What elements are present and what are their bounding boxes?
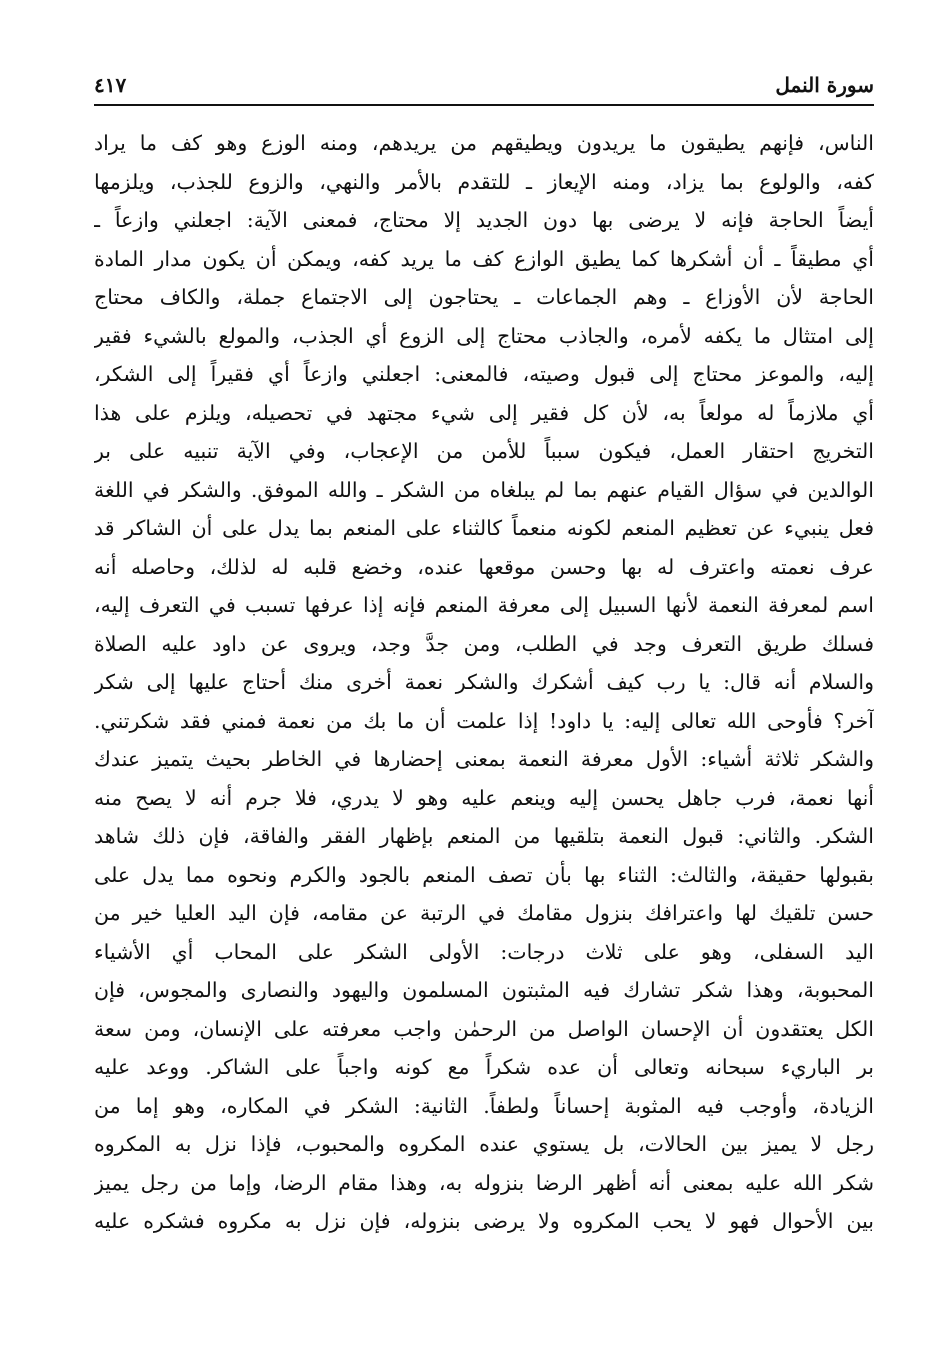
text-line: أي مطيقاً ـ أن أشكرها كما يطيق الوازع كف ما يريد كفه، ويمكن أن يكون مدار المادة: [94, 246, 874, 271]
text-line: بر الباريء سبحانه وتعالى أن عده شكراً مع كونه واجباً على الشاكر. ووعد عليه: [94, 1055, 874, 1079]
text-line: الكل يعتقدون أن الإحسان الواصل من الرحمٰن واجب معرفته على الإنسان، ومن سعة: [94, 1016, 874, 1041]
text-line: عرف نعمته واعترف له بها وحسن موقعها عنده، وخضع قلبه له لذلك، وحاصله أنه: [94, 554, 874, 579]
text-line: اليد السفلى، وهو على ثلاث درجات: الأولى الشكر على المحاب أي الأشياء: [94, 939, 874, 964]
text-line: فسلك طريق التعرف وجد في الطلب، ومن جدَّ وجد، ويروى عن داود عليه الصلاة: [94, 631, 874, 656]
text-line: الوالدين في سؤال القيام عنهم بما لم يبلغاه من الشكر ـ والله الموفق. والشكر في اللغة: [94, 477, 874, 502]
text-line: التخريج احتقار العمل، فيكون سبباً للأمن من الإعجاب، وفي الآية تنبيه على بر: [94, 439, 874, 463]
text-line: المحبوبة، وهذا شكر تشارك فيه المثبتون المسلمون واليهود والنصارى والمجوس، فإن: [94, 978, 874, 1002]
text-line: آخر؟ فأوحى الله تعالى إليه: يا داود! إذا علمت أن ما بك من نعمة فمني فقد شكرتني.: [94, 708, 874, 733]
page-number: ٤١٧: [94, 73, 127, 97]
text-line: والسلام أنه قال: يا رب كيف أشكرك والشكر نعمة أخرى منك أحتاج عليها إلى شكر: [94, 670, 874, 694]
text-line: بقبولها حقيقة، والثالث: الثناء بها بأن تصف المنعم بالجود والكرم ونحوه مما يدل على: [94, 862, 874, 887]
text-line: بين الأحوال فهو لا يحب المكروه ولا يرضى بنزوله، فإن نزل به مكروه فشكره عليه: [94, 1209, 874, 1233]
text-line: حسن تلقيك لها واعترافك بنزول مقامك في الرتبة عن مقامه، فإن اليد العليا خير من: [94, 901, 874, 925]
text-line: فعل ينبيء عن تعظيم المنعم لكونه منعماً كالثناء على المنعم بما يدل على أن الشاكر قد: [94, 516, 874, 540]
text-line: رجل لا يميز بين الحالات، بل يستوي عنده المكروه والمحبوب، فإذا نزل به المكروه: [94, 1132, 874, 1156]
text-line: والشكر ثلاثة أشياء: الأول معرفة النعمة بمعنى إحضارها في الخاطر بحيث يتميز عندك: [94, 747, 874, 771]
text-line: أيضاً الحاجة فإنه لا يرضى بها دون الجديد إلا محتاج، فمعنى الآية: اجعلني وازعاً ـ: [94, 208, 874, 232]
header-divider: [94, 104, 874, 106]
page-header: [94, 70, 874, 104]
text-line: الحاجة لأن الأوزاع ـ وهم الجماعات ـ يحتاجون إلى الاجتماع جملة، والكاف محتاج: [94, 285, 874, 309]
text-line: إلى امتثال ما يكفه لأمره، والجاذب محتاج إلى الزوع أي الجذب، والمولع بالشيء فقير: [94, 323, 874, 348]
text-line: شكر الله عليه بمعنى أنه أظهر الرضا بنزوله به، وهذا مقام الرضا، وإما من رجل يميز: [94, 1170, 874, 1195]
text-line: الناس، فإنهم يطيقون ما يريدون ويطيقهم من يريدهم، ومنه الوزع وهو كف ما يراد: [94, 131, 874, 155]
text-line: أنها نعمة، فرب جاهل يحسن إليه وينعم عليه وهو لا يدري، فلا جرم أنه لا يصح منه: [94, 785, 874, 810]
text-line: الزيادة، وأوجب فيه المثوبة إحساناً ولطفاً. الثانية: الشكر في المكاره، وهو إما من: [94, 1093, 874, 1118]
text-line: الشكر. والثاني: قبول النعمة بتلقيها من المنعم بإظهار الفقر والفاقة، فإن ذلك شاهد: [94, 824, 874, 848]
body-text: [94, 124, 874, 1241]
text-line: كفه، والولوع بما يزاد، ومنه الإيعاز ـ للتقدم بالأمر والنهي، والزوع للجذب، ويلزمها: [94, 169, 874, 194]
surah-title: سورة النمل: [775, 73, 874, 97]
text-line: اسم لمعرفة النعمة لأنها السبيل إلى معرفة المنعم فإنه إذا عرفها تسبب في التعرف إليه،: [94, 593, 874, 617]
text-line: إليه، والموعز محتاج إلى قبول وصيته، فالمعنى: اجعلني وازعاً أي فقيراً إلى الشكر،: [94, 362, 874, 386]
text-line: أي ملازماً له مولعاً به، لأن كل فقير إلى شيء مجتهد في تحصيله، ويلزم على هذا: [94, 400, 874, 425]
